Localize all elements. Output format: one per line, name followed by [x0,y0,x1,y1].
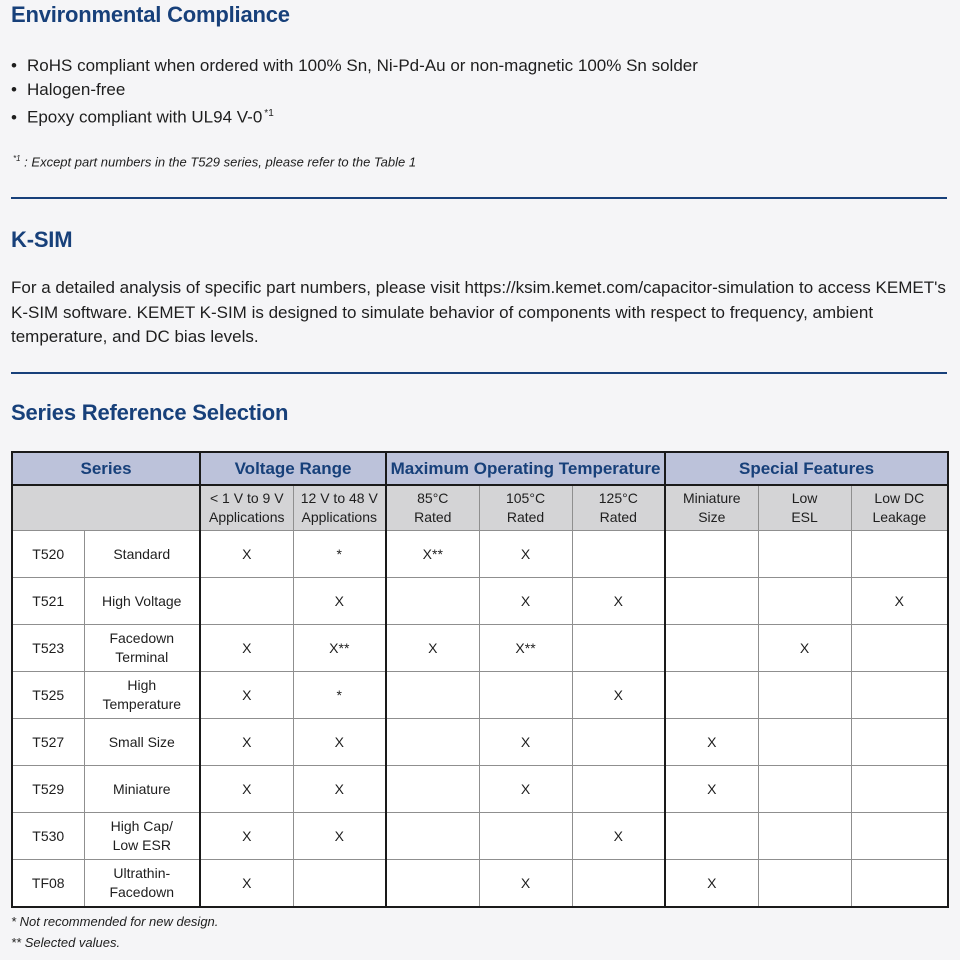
table-cell [572,625,665,672]
column-header: < 1 V to 9 V Applications [200,485,293,531]
table-cell: X [665,719,758,766]
group-header-series: Series [12,452,200,485]
table-cell [386,813,479,860]
series-code: T529 [12,766,84,813]
table-cell [665,578,758,625]
series-description: Ultrathin- Facedown [84,860,200,908]
table-cell: X [293,719,386,766]
table-cell [758,578,851,625]
table-cell: X [572,813,665,860]
table-cell: X [200,719,293,766]
env-footnote: $^{*1}$ : Except part numbers in the T529 series, please refer to the Table 1 [13,154,417,170]
table-cell [851,766,948,813]
ksim-paragraph: For a detailed analysis of specific part numbers, please visit https://ksim.kemet.com/capacitor-simulation to access KEMET's K-SIM software. KEMET K-SIM is designed to simulate behavior of components with respect to frequency, ambient temperature, and DC bias levels. [11,278,946,346]
table-cell [665,672,758,719]
table-cell [665,813,758,860]
table-cell: X [479,766,572,813]
table-cell: X [293,578,386,625]
column-header: 125°C Rated [572,485,665,531]
table-cell [386,672,479,719]
table-cell: * [293,531,386,578]
series-code: T527 [12,719,84,766]
table-row [12,672,948,719]
note-selected-values: ** Selected values. [11,935,121,950]
table-row [12,578,948,625]
table-cell [572,860,665,908]
table-notes [11,911,218,953]
table-row [12,766,948,813]
column-header: 12 V to 48 V Applications [293,485,386,531]
env-compliance-list [11,54,698,130]
table-cell [572,531,665,578]
table-row [12,531,948,578]
table-cell: X [200,766,293,813]
env-compliance-heading: Environmental Compliance [11,2,290,27]
table-cell [665,531,758,578]
table-row [12,860,948,908]
list-item: • RoHS compliant when ordered with 100% Sn, Ni-Pd-Au or non-magnetic 100% Sn solder [11,54,698,78]
table-cell [851,672,948,719]
table-cell: X [200,860,293,908]
group-header-special-features: Special Features [665,452,948,485]
series-description: High Temperature [84,672,200,719]
list-item: • Epoxy compliant with UL94 V-0 $^{*1}$ [11,102,698,130]
series-description: Small Size [84,719,200,766]
table-cell: X [200,625,293,672]
column-header: Low ESL [758,485,851,531]
series-code: T521 [12,578,84,625]
table-cell: X [200,813,293,860]
table-cell: X [479,531,572,578]
table-cell: X [200,531,293,578]
bullet-icon: • [11,56,17,75]
table-row [12,625,948,672]
group-header-voltage-range: Voltage Range [200,452,386,485]
section-divider [11,372,947,374]
table-cell [758,813,851,860]
table-cell [758,672,851,719]
table-cell [851,813,948,860]
series-description: High Cap/ Low ESR [84,813,200,860]
series-description: Miniature [84,766,200,813]
table-cell [851,719,948,766]
table-row [12,813,948,860]
table-cell [479,672,572,719]
column-header: Miniature Size [665,485,758,531]
series-heading: Series Reference Selection [11,400,289,425]
table-cell [386,766,479,813]
series-description: Standard [84,531,200,578]
table-cell: X [851,578,948,625]
list-item: • Halogen-free [11,78,698,102]
table-cell [758,860,851,908]
series-description: High Voltage [84,578,200,625]
subheader-blank [12,485,200,531]
series-description: Facedown Terminal [84,625,200,672]
table-cell [851,531,948,578]
table-cell [758,766,851,813]
footnote-ref: *1 [264,108,274,119]
table-cell [758,531,851,578]
table-cell [386,578,479,625]
table-cell: X [572,578,665,625]
table-cell [665,625,758,672]
table-cell: X [200,672,293,719]
table-cell: X [479,719,572,766]
column-header: Low DC Leakage [851,485,948,531]
note-not-recommended: * Not recommended for new design. [11,914,219,929]
table-cell: X [758,625,851,672]
table-cell: X [665,766,758,813]
column-header: 85°C Rated [386,485,479,531]
table-cell: X [293,813,386,860]
table-cell: X** [386,531,479,578]
column-header: 105°C Rated [479,485,572,531]
series-code: T520 [12,531,84,578]
table-cell: X [479,578,572,625]
table-cell: X [386,625,479,672]
table-cell: X [572,672,665,719]
table-cell [479,813,572,860]
bullet-icon: • [11,80,17,99]
series-code: T523 [12,625,84,672]
table-cell [293,860,386,908]
table-cell: * [293,672,386,719]
ksim-heading: K-SIM [11,227,73,252]
table-cell [572,719,665,766]
table-cell [386,860,479,908]
table-cell [386,719,479,766]
table-cell: X** [479,625,572,672]
group-header-max-temp: Maximum Operating Temperature [386,452,665,485]
series-code: T525 [12,672,84,719]
series-reference-table [11,451,949,908]
series-code: T530 [12,813,84,860]
table-cell: X [665,860,758,908]
table-row [12,719,948,766]
series-code: TF08 [12,860,84,908]
table-cell: X [479,860,572,908]
table-cell [572,766,665,813]
table-cell: X** [293,625,386,672]
table-cell [851,625,948,672]
table-cell [758,719,851,766]
bullet-icon: • [11,107,17,127]
table-cell [200,578,293,625]
section-divider [11,197,947,199]
table-cell [851,860,948,908]
table-cell: X [293,766,386,813]
